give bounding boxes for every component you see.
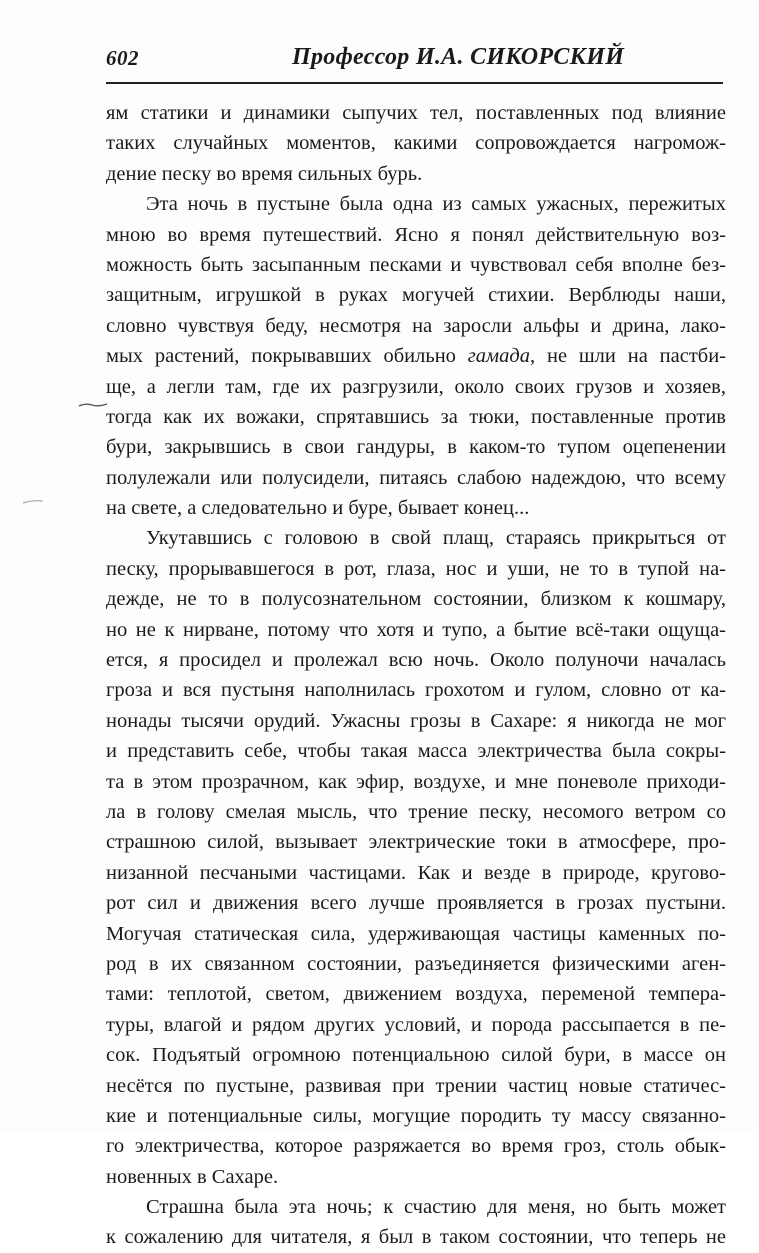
text-line: гроза и вся пустыня наполнилась грохотом и гулом, словно от ка- <box>106 679 726 702</box>
page-number: 602 <box>106 46 139 70</box>
text-line: несётся по пустыне, развивая при трении частиц новые статичес- <box>106 1074 726 1097</box>
text-line: можность быть засыпанным песками и чувствовал себя вполне без- <box>106 253 726 276</box>
text-line: новенных в Сахаре. <box>106 1165 279 1188</box>
text-line: дежде, не то в полусознательном состоянии, близком к кошмару, <box>106 588 726 611</box>
text-line: туры, влагой и рядом других условий, и порода рассыпается в пе- <box>106 1013 726 1036</box>
margin-pencil-mark <box>78 400 108 410</box>
text-line: рот сил и движения всего лучше проявляется в грозах пустыни. <box>106 892 726 915</box>
text-line: и представить себе, чтобы такая масса электричества была сокры- <box>106 740 726 763</box>
text-line: сок. Подъятый огромною потенциальною силой бури, в массе он <box>106 1044 726 1067</box>
text-line: полулежали или полусидели, питаясь слабою надеждою, что всему <box>106 466 726 489</box>
running-head <box>106 44 723 78</box>
body-text <box>106 98 726 1253</box>
text-line: ла в голову смелая мысль, что трение песку, несомого ветром со <box>106 800 726 823</box>
text-line: но не к нирване, потому что хотя и тупо, а бытие всё-таки ощуща- <box>106 618 726 641</box>
text-line: кие и потенциальные силы, могущие породить ту массу связанно- <box>106 1104 726 1127</box>
text-line: мною во время путешествий. Ясно я понял действительную воз- <box>106 223 726 246</box>
text-line: ще, а легли там, где их разгрузили, около своих грузов и хозяев, <box>106 375 726 398</box>
text-line: низанной песчаными частицами. Как и везде в природе, кругово- <box>106 861 726 884</box>
text-line: нонады тысячи орудий. Ужасны грозы в Сахаре: я никогда не мог <box>106 709 726 732</box>
text-line: ям статики и динамики сыпучих тел, поставленных под влияние <box>106 102 726 124</box>
text-line: ется, я просидел и пролежал всю ночь. Около полуночи началась <box>106 649 726 672</box>
paragraph <box>106 523 726 1192</box>
paragraph <box>106 98 726 189</box>
text-line: таких случайных моментов, какими сопровождается нагромож- <box>106 132 726 155</box>
paragraph <box>106 1192 726 1253</box>
text-line: Могучая статическая сила, удерживающая частицы каменных по- <box>106 922 726 945</box>
margin-stray-mark <box>22 498 44 506</box>
header-rule <box>106 82 723 84</box>
text-line: дение песку во время сильных бурь. <box>106 162 423 185</box>
text-line: Страшна была эта ночь; к счастию для меня, но быть может <box>146 1196 726 1219</box>
running-title: Профессор И.А. СИКОРСКИЙ <box>292 44 625 70</box>
text-line: тогда как их вожаки, спрятавшись за тюки, поставленные против <box>106 405 726 428</box>
text-line: тами: теплотой, светом, движением воздуха, переменой темпера- <box>106 983 726 1006</box>
text-line: защитным, игрушкой в руках могучей стихии. Верблюды наши, <box>106 284 726 307</box>
text-line: на свете, а следовательно и буре, бывает конец... <box>106 497 530 520</box>
text-line: мых растений, покрывавших обильно гамада, не шли на пастби- <box>106 345 726 368</box>
text-line: бури, закрывшись в свои гандуры, в каком-то тупом оцепенении <box>106 436 726 459</box>
text-line: род в их связанном состоянии, разъединяется физическими аген- <box>106 952 726 975</box>
text-line: го электричества, которое разряжается во время гроз, столь обык- <box>106 1135 726 1158</box>
paragraph <box>106 189 726 523</box>
text-line: Эта ночь в пустыне была одна из самых ужасных, пережитых <box>146 193 726 216</box>
text-line: словно чувствуя беду, несмотря на заросли альфы и дрина, лако- <box>106 314 726 337</box>
text-line: Укутавшись с головою в свой плащ, стараясь прикрыться от <box>146 527 726 550</box>
text-line: песку, прорывавшегося в рот, глаза, нос и уши, не то в тупой на- <box>106 557 726 580</box>
text-line: та в этом прозрачном, как эфир, воздухе, и мне поневоле приходи- <box>106 770 726 793</box>
text-line: страшною силой, вызывает электрические токи в атмосфере, про- <box>106 831 726 854</box>
text-line: к сожалению для читателя, я был в таком состоянии, что теперь не <box>106 1226 726 1249</box>
